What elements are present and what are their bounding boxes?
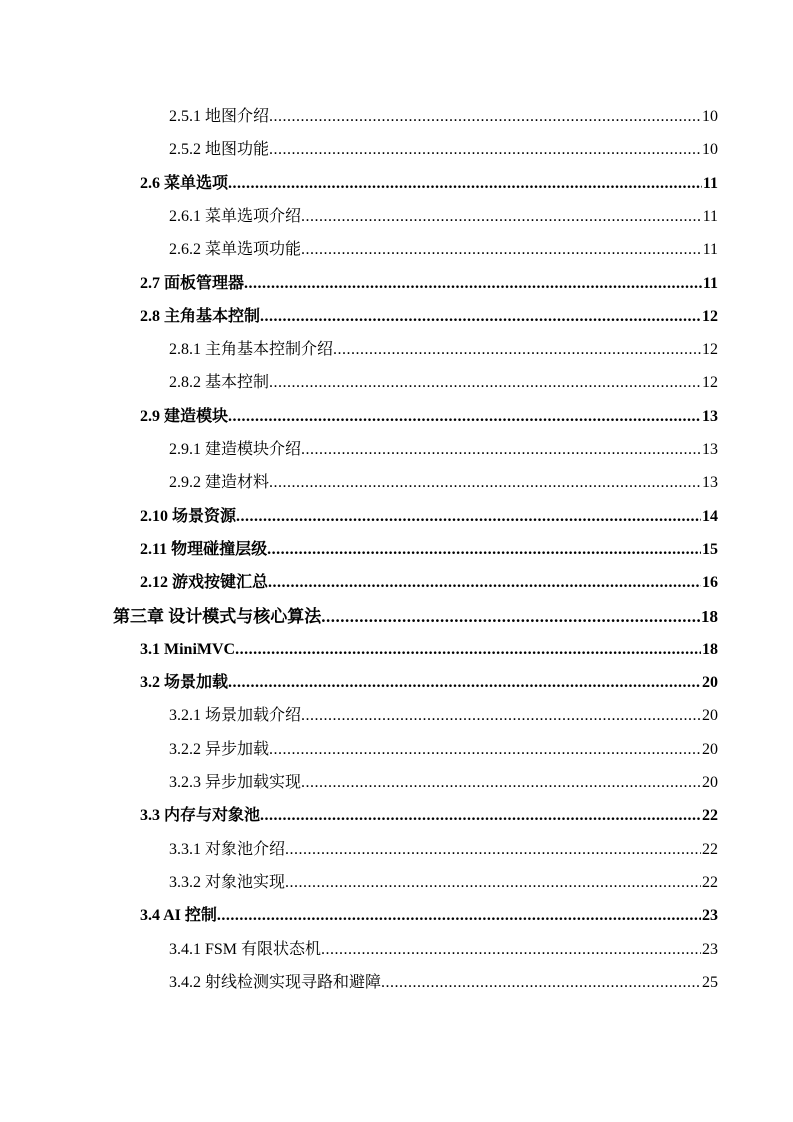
toc-entry-page-number: 13 bbox=[702, 474, 718, 492]
dot-leader bbox=[228, 666, 701, 699]
toc-entry-page-number: 14 bbox=[702, 507, 718, 525]
dot-leader bbox=[285, 866, 701, 899]
toc-entry-sub[interactable] bbox=[169, 699, 718, 732]
dot-leader bbox=[269, 733, 701, 766]
dot-leader bbox=[301, 433, 701, 466]
toc-entry-page-number: 22 bbox=[702, 807, 718, 825]
toc-entry-title: 2.12 游戏按键汇总 bbox=[140, 574, 269, 592]
toc-entry-page-number: 11 bbox=[702, 207, 718, 225]
dot-leader bbox=[269, 133, 701, 166]
toc-entry-section[interactable] bbox=[140, 300, 718, 333]
toc-entry-section[interactable] bbox=[140, 400, 718, 433]
toc-entry-title: 2.5.1 地图介绍 bbox=[169, 108, 270, 125]
toc-entry-title: 3.4 AI 控制 bbox=[140, 907, 217, 925]
dot-leader bbox=[321, 933, 701, 966]
toc-entry-title: 3.4.2 射线检测实现寻路和避障 bbox=[169, 973, 382, 991]
toc-entry-title: 3.4.1 FSM 有限状态机 bbox=[169, 940, 322, 958]
toc-entry-section[interactable] bbox=[140, 799, 718, 832]
toc-entry-title: 第三章 设计模式与核心算法 bbox=[113, 606, 322, 626]
toc-entry-sub[interactable] bbox=[169, 733, 718, 766]
toc-entry-title: 3.3.1 对象池介绍 bbox=[169, 840, 286, 858]
toc-entry-title: 2.6.1 菜单选项介绍 bbox=[169, 207, 302, 225]
toc-entry-title: 2.6 菜单选项 bbox=[140, 174, 229, 192]
toc-entry-sub[interactable] bbox=[169, 433, 718, 466]
toc-entry-section[interactable] bbox=[140, 899, 718, 932]
toc-entry-title: 2.7 面板管理器 bbox=[140, 274, 245, 292]
toc-entry-page-number: 18 bbox=[701, 606, 718, 626]
toc-entry-page-number: 15 bbox=[702, 540, 718, 558]
toc-entry-section[interactable] bbox=[140, 566, 718, 599]
toc-entry-section[interactable] bbox=[140, 633, 718, 666]
toc-entry-title: 2.10 场景资源 bbox=[140, 507, 237, 525]
toc-entry-chapter[interactable] bbox=[113, 600, 718, 633]
toc-entry-title: 2.5.2 地图功能 bbox=[169, 141, 270, 159]
dot-leader bbox=[269, 100, 701, 133]
dot-leader bbox=[301, 200, 702, 233]
toc-entry-sub[interactable] bbox=[169, 933, 718, 966]
toc-entry-title: 3.1 MiniMVC bbox=[140, 640, 236, 658]
toc-entry-section[interactable] bbox=[140, 267, 718, 300]
toc-entry-sub[interactable] bbox=[169, 766, 718, 799]
toc-entry-section[interactable] bbox=[140, 167, 718, 200]
dot-leader bbox=[301, 233, 702, 266]
toc-entry-page-number: 10 bbox=[702, 141, 718, 159]
toc-entry-sub[interactable] bbox=[169, 200, 718, 233]
toc-entry-sub[interactable] bbox=[169, 466, 718, 499]
toc-entry-page-number: 12 bbox=[702, 307, 718, 325]
dot-leader bbox=[228, 400, 701, 433]
toc-entry-title: 2.8 主角基本控制 bbox=[140, 307, 261, 325]
dot-leader bbox=[260, 300, 701, 333]
toc-entry-page-number: 11 bbox=[702, 274, 718, 292]
toc-entry-title: 2.9.2 建造材料 bbox=[169, 474, 270, 492]
toc-entry-title: 3.2.3 异步加载实现 bbox=[169, 774, 302, 791]
dot-leader bbox=[235, 633, 701, 666]
toc-entry-title: 3.2 场景加载 bbox=[140, 674, 229, 692]
dot-leader bbox=[260, 799, 701, 832]
toc-entry-title: 3.3 内存与对象池 bbox=[140, 807, 261, 825]
toc-entry-sub[interactable] bbox=[169, 333, 718, 366]
toc-entry-sub[interactable] bbox=[169, 233, 718, 266]
toc-entry-title: 2.9.1 建造模块介绍 bbox=[169, 441, 302, 458]
toc-entry-page-number: 20 bbox=[702, 740, 718, 758]
dot-leader bbox=[236, 500, 701, 533]
dot-leader bbox=[285, 833, 701, 866]
dot-leader bbox=[269, 366, 701, 399]
toc-entry-title: 3.3.2 对象池实现 bbox=[169, 873, 286, 891]
toc-entry-page-number: 13 bbox=[702, 407, 718, 425]
dot-leader bbox=[301, 766, 701, 799]
toc-entry-section[interactable] bbox=[140, 500, 718, 533]
toc-entry-page-number: 16 bbox=[702, 574, 718, 592]
toc-entry-page-number: 23 bbox=[702, 907, 718, 925]
toc-entry-sub[interactable] bbox=[169, 366, 718, 399]
toc-entry-sub[interactable] bbox=[169, 866, 718, 899]
toc-entry-sub[interactable] bbox=[169, 133, 718, 166]
toc-entry-sub[interactable] bbox=[169, 966, 718, 999]
dot-leader bbox=[267, 533, 701, 566]
toc-entry-title: 2.9 建造模块 bbox=[140, 407, 229, 425]
dot-leader bbox=[321, 600, 700, 633]
toc-entry-sub[interactable] bbox=[169, 833, 718, 866]
toc-entry-page-number: 25 bbox=[702, 973, 718, 991]
toc-entry-page-number: 11 bbox=[702, 241, 718, 259]
toc-entry-title: 2.8.2 基本控制 bbox=[169, 374, 270, 392]
toc-entry-title: 3.2.1 场景加载介绍 bbox=[169, 707, 302, 725]
toc-entry-section[interactable] bbox=[140, 666, 718, 699]
toc-entry-title: 2.8.1 主角基本控制介绍 bbox=[169, 341, 334, 359]
toc-entry-page-number: 20 bbox=[702, 674, 718, 692]
toc-entry-title: 2.6.2 菜单选项功能 bbox=[169, 241, 302, 259]
toc-entry-page-number: 18 bbox=[702, 640, 718, 658]
toc-entry-page-number: 20 bbox=[702, 774, 718, 791]
dot-leader bbox=[228, 167, 702, 200]
toc-entry-page-number: 11 bbox=[702, 174, 718, 192]
dot-leader bbox=[217, 899, 701, 932]
toc-entry-sub[interactable] bbox=[169, 100, 718, 133]
toc-entry-title: 3.2.2 异步加载 bbox=[169, 740, 270, 758]
toc-entry-section[interactable] bbox=[140, 533, 718, 566]
dot-leader bbox=[244, 267, 702, 300]
toc-entry-page-number: 22 bbox=[702, 873, 718, 891]
toc-entry-page-number: 10 bbox=[702, 108, 718, 125]
toc-entry-page-number: 20 bbox=[702, 707, 718, 725]
dot-leader bbox=[381, 966, 701, 999]
toc-entry-title: 2.11 物理碰撞层级 bbox=[140, 540, 268, 558]
toc-entry-page-number: 22 bbox=[702, 840, 718, 858]
dot-leader bbox=[269, 466, 701, 499]
toc-entry-page-number: 12 bbox=[702, 374, 718, 392]
dot-leader bbox=[333, 333, 701, 366]
toc-entry-page-number: 12 bbox=[702, 341, 718, 359]
toc-entry-page-number: 13 bbox=[702, 441, 718, 458]
dot-leader bbox=[301, 699, 701, 732]
dot-leader bbox=[268, 566, 701, 599]
toc-entry-page-number: 23 bbox=[702, 940, 718, 958]
